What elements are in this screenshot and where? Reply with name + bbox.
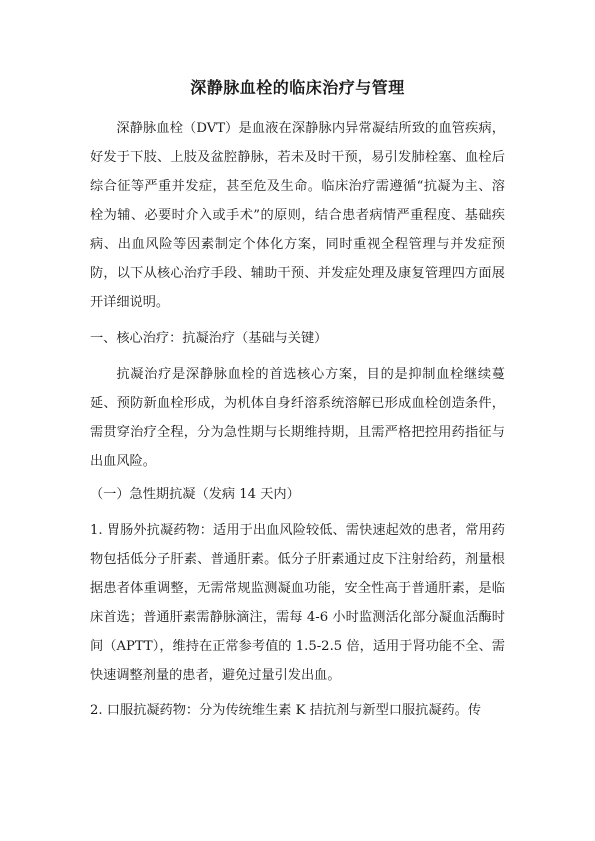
document-title: 深静脉血栓的临床治疗与管理 — [190, 78, 405, 97]
list-item: 1. 胃肠外抗凝药物：适用于出血风险较低、需快速起效的患者，常用药物包括低分子肝素、普通肝素。低分子肝素通过皮下注射给药，剂量根据患者体重调整，无需常规监测凝血功能，安全性高于普通肝素，是临床首选；普通肝素需静脉滴注，需每 4-6 小时监测活化部分凝血活酶时间（APTT），维持在正常参考值的 1.5-2.5 倍，适用于肾功能不全、需快速调整剂量的患者，避免过量引发出血。 — [90, 523, 505, 683]
intro-paragraph: 深静脉血栓（DVT）是血液在深静脉内异常凝结所致的血管疾病，好发于下肢、上肢及盆腔静脉，若未及时干预，易引发肺栓塞、血栓后综合征等严重并发症，甚至危及生命。临床治疗需遵循“抗凝为主、溶栓为辅、必要时介入或手术”的原则，结合患者病情严重程度、基础疾病、出血风险等因素制定个体化方案，同时重视全程管理与并发症预防，以下从核心治疗手段、辅助干预、并发症处理及康复管理四方面展开详细说明。 — [90, 121, 505, 310]
section-heading: 一、核心治疗：抗凝治疗（基础与关键） — [90, 331, 328, 346]
subsection-heading: （一）急性期抗凝（发病 14 天内） — [90, 487, 300, 502]
list-item: 2. 口服抗凝药物：分为传统维生素 K 拮抗剂与新型口服抗凝药。传 — [90, 703, 482, 718]
section-paragraph: 抗凝治疗是深静脉血栓的首选核心方案，目的是抑制血栓继续蔓延、预防新血栓形成，为机体自身纤溶系统溶解已形成血栓创造条件，需贯穿治疗全程，分为急性期与长期维持期，且需严格把控用药指征与出血风险。 — [90, 367, 505, 469]
